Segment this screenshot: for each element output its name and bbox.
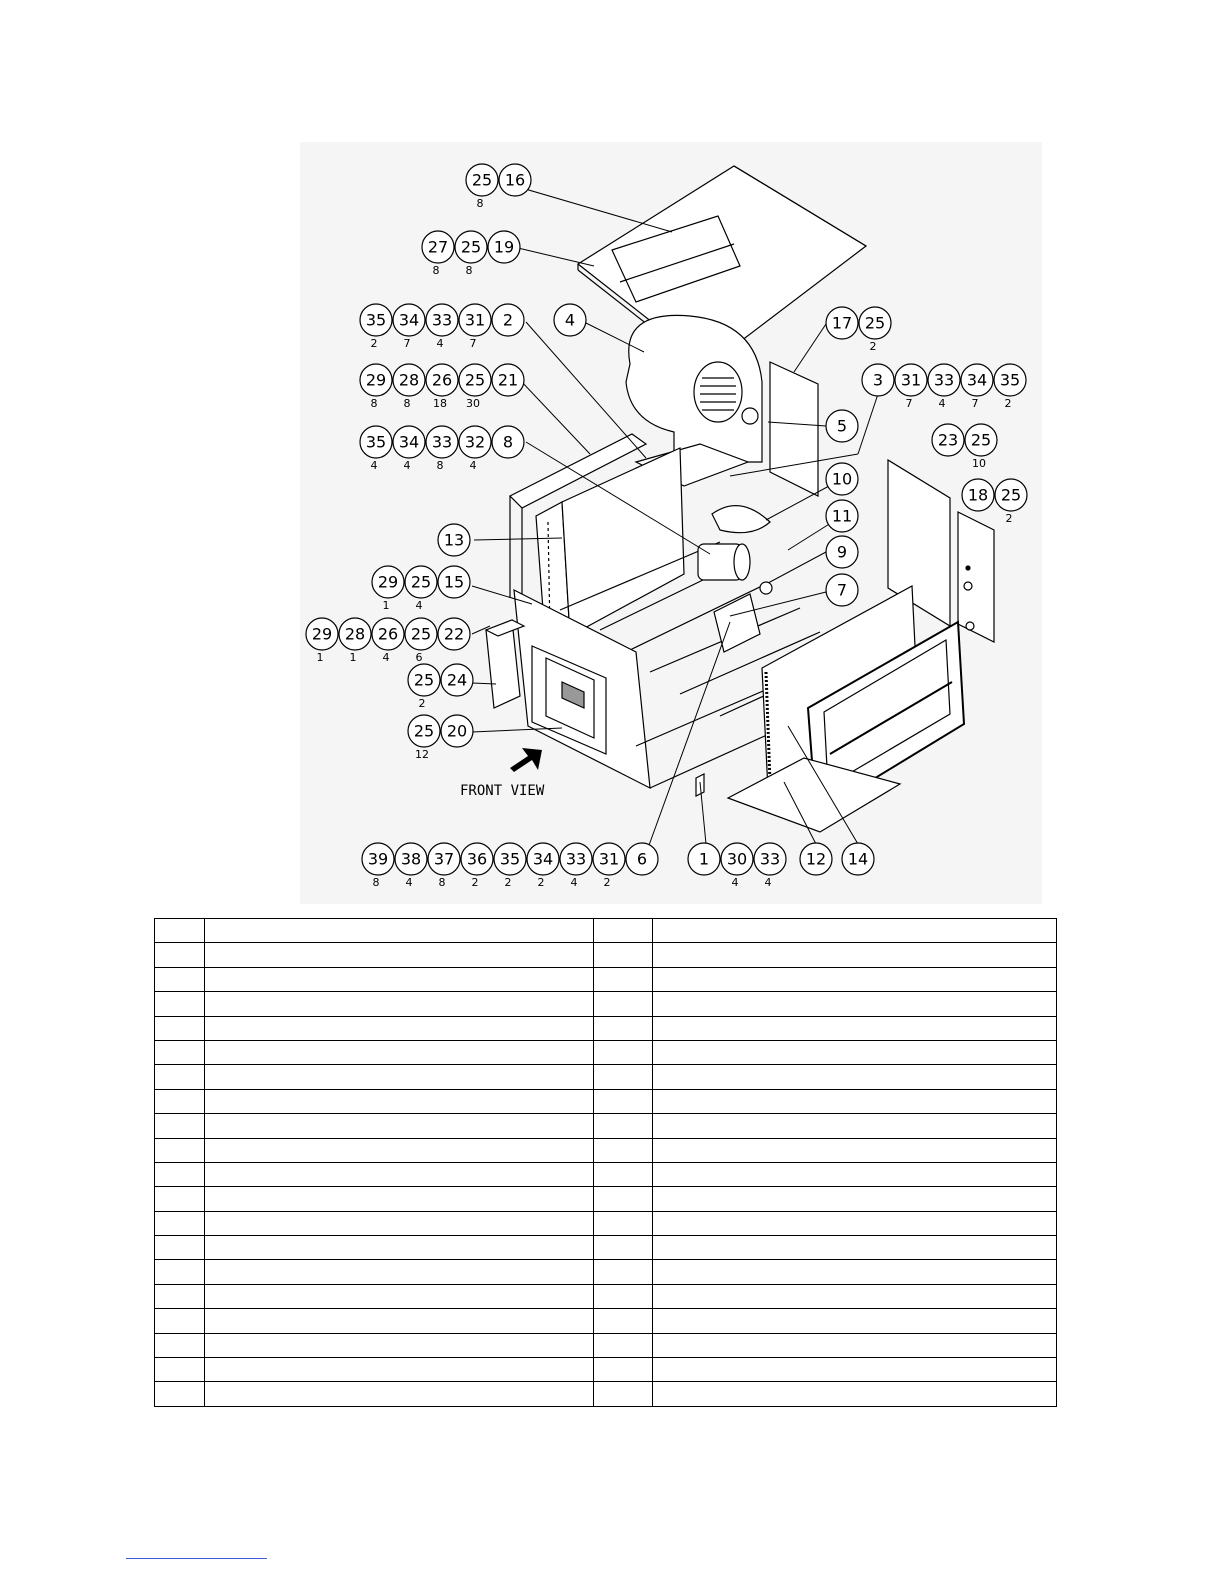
callout-quantity: 2 bbox=[603, 876, 611, 889]
item-number-cell-2 bbox=[594, 1284, 653, 1308]
callout-quantity: 4 bbox=[469, 459, 477, 472]
item-number-cell bbox=[155, 1162, 205, 1186]
item-number-cell bbox=[155, 1333, 205, 1357]
callout-quantity: 7 bbox=[971, 397, 979, 410]
item-number-cell-2 bbox=[594, 1309, 653, 1333]
callout-part-number: 9 bbox=[836, 542, 848, 562]
item-number-cell-2 bbox=[594, 1065, 653, 1089]
description-cell bbox=[205, 1040, 594, 1064]
callout-part-number: 34 bbox=[966, 370, 988, 390]
description-cell-2 bbox=[653, 1138, 1057, 1162]
table-row bbox=[155, 943, 1057, 967]
item-number-cell bbox=[155, 992, 205, 1016]
item-number-cell bbox=[155, 1040, 205, 1064]
callout-quantity: 4 bbox=[382, 651, 390, 664]
description-cell bbox=[205, 1016, 594, 1040]
table-row bbox=[155, 1382, 1057, 1406]
callout-part-number: 1 bbox=[698, 849, 710, 869]
description-cell bbox=[205, 1382, 594, 1406]
callout-part-number: 32 bbox=[464, 432, 486, 452]
callout-part-number: 6 bbox=[636, 849, 648, 869]
parts-list-body bbox=[155, 919, 1057, 1407]
description-cell-2 bbox=[653, 1382, 1057, 1406]
callout-part-number: 12 bbox=[805, 849, 827, 869]
callout-part-number: 21 bbox=[497, 370, 519, 390]
description-cell-2 bbox=[653, 1284, 1057, 1308]
table-row bbox=[155, 1211, 1057, 1235]
table-row bbox=[155, 1309, 1057, 1333]
description-cell-2 bbox=[653, 943, 1057, 967]
diagram-canvas bbox=[300, 142, 1042, 904]
callout-part-number: 25 bbox=[410, 572, 432, 592]
item-number-cell-2 bbox=[594, 919, 653, 943]
item-number-cell bbox=[155, 1309, 205, 1333]
item-number-cell-2 bbox=[594, 1040, 653, 1064]
item-number-cell bbox=[155, 1016, 205, 1040]
description-cell-2 bbox=[653, 1260, 1057, 1284]
item-number-cell-2 bbox=[594, 1187, 653, 1211]
description-cell bbox=[205, 1089, 594, 1113]
item-number-cell-2 bbox=[594, 1089, 653, 1113]
item-number-cell-2 bbox=[594, 1333, 653, 1357]
table-row bbox=[155, 1162, 1057, 1186]
callout-part-number: 19 bbox=[493, 237, 515, 257]
table-row bbox=[155, 1138, 1057, 1162]
callout-part-number: 29 bbox=[377, 572, 399, 592]
callout-part-number: 29 bbox=[311, 624, 333, 644]
item-number-cell-2 bbox=[594, 943, 653, 967]
callout-part-number: 38 bbox=[400, 849, 422, 869]
description-cell bbox=[205, 1236, 594, 1260]
description-cell-2 bbox=[653, 1187, 1057, 1211]
callout-quantity: 1 bbox=[316, 651, 324, 664]
callout-part-number: 36 bbox=[466, 849, 488, 869]
item-number-cell bbox=[155, 1114, 205, 1138]
callout-part-number: 33 bbox=[431, 432, 453, 452]
table-row bbox=[155, 1260, 1057, 1284]
description-cell-2 bbox=[653, 1114, 1057, 1138]
callout-part-number: 34 bbox=[532, 849, 554, 869]
callout-part-number: 7 bbox=[836, 580, 848, 600]
callout-part-number: 35 bbox=[365, 432, 387, 452]
table-row bbox=[155, 1236, 1057, 1260]
callout-quantity: 4 bbox=[570, 876, 578, 889]
callout-quantity: 2 bbox=[471, 876, 479, 889]
callout-quantity: 4 bbox=[436, 337, 444, 350]
callout-part-number: 35 bbox=[499, 849, 521, 869]
callout-quantity: 8 bbox=[432, 264, 440, 277]
callout-quantity: 4 bbox=[764, 876, 772, 889]
item-number-cell bbox=[155, 1211, 205, 1235]
item-number-cell bbox=[155, 1187, 205, 1211]
callout-part-number: 26 bbox=[431, 370, 453, 390]
description-cell bbox=[205, 1187, 594, 1211]
item-number-cell bbox=[155, 943, 205, 967]
callout-quantity: 8 bbox=[476, 197, 484, 210]
description-cell bbox=[205, 1260, 594, 1284]
callout-part-number: 25 bbox=[970, 430, 992, 450]
blower-bearing bbox=[742, 408, 758, 424]
callout-part-number: 11 bbox=[831, 506, 853, 526]
item-number-cell bbox=[155, 1089, 205, 1113]
item-number-cell-2 bbox=[594, 1260, 653, 1284]
table-row bbox=[155, 1016, 1057, 1040]
callout-part-number: 4 bbox=[564, 310, 576, 330]
table-row bbox=[155, 1089, 1057, 1113]
callout-quantity: 2 bbox=[370, 337, 378, 350]
item-number-cell bbox=[155, 1284, 205, 1308]
callout-quantity: 4 bbox=[415, 599, 423, 612]
callout-part-number: 22 bbox=[443, 624, 465, 644]
pulley-9 bbox=[760, 582, 772, 594]
table-row bbox=[155, 967, 1057, 991]
callout-quantity: 7 bbox=[905, 397, 913, 410]
callout-part-number: 34 bbox=[398, 432, 420, 452]
description-cell-2 bbox=[653, 1065, 1057, 1089]
callout-quantity: 6 bbox=[415, 651, 423, 664]
item-number-cell bbox=[155, 1236, 205, 1260]
callout-part-number: 31 bbox=[598, 849, 620, 869]
callout-part-number: 25 bbox=[864, 313, 886, 333]
table-row bbox=[155, 1114, 1057, 1138]
callout-quantity: 1 bbox=[382, 599, 390, 612]
item-number-cell-2 bbox=[594, 1382, 653, 1406]
callout-part-number: 13 bbox=[443, 530, 465, 550]
description-cell bbox=[205, 1333, 594, 1357]
callout-group bbox=[826, 574, 858, 606]
callout-part-number: 31 bbox=[464, 310, 486, 330]
callout-part-number: 2 bbox=[502, 310, 514, 330]
table-row bbox=[155, 1065, 1057, 1089]
callout-part-number: 28 bbox=[344, 624, 366, 644]
rear-cover-18 bbox=[958, 512, 994, 642]
callout-part-number: 26 bbox=[377, 624, 399, 644]
callout-quantity: 4 bbox=[938, 397, 946, 410]
callout-quantity: 8 bbox=[438, 876, 446, 889]
callout-group bbox=[826, 536, 858, 568]
callout-part-number: 39 bbox=[367, 849, 389, 869]
callout-part-number: 25 bbox=[464, 370, 486, 390]
callout-quantity: 12 bbox=[415, 748, 429, 761]
callout-group bbox=[826, 410, 858, 442]
table-row bbox=[155, 1358, 1057, 1382]
item-number-cell bbox=[155, 1382, 205, 1406]
description-cell bbox=[205, 1309, 594, 1333]
description-cell-2 bbox=[653, 919, 1057, 943]
callout-quantity: 2 bbox=[418, 697, 426, 710]
callout-part-number: 10 bbox=[831, 469, 853, 489]
item-number-cell-2 bbox=[594, 1138, 653, 1162]
callout-quantity: 1 bbox=[349, 651, 357, 664]
callout-quantity: 8 bbox=[370, 397, 378, 410]
description-cell-2 bbox=[653, 1211, 1057, 1235]
callout-part-number: 24 bbox=[446, 670, 468, 690]
callout-group bbox=[826, 500, 858, 532]
callout-part-number: 14 bbox=[847, 849, 869, 869]
item-number-cell-2 bbox=[594, 1114, 653, 1138]
description-cell-2 bbox=[653, 1333, 1057, 1357]
callout-group bbox=[842, 843, 874, 875]
callout-quantity: 2 bbox=[537, 876, 545, 889]
callout-part-number: 33 bbox=[565, 849, 587, 869]
callout-part-number: 25 bbox=[1000, 485, 1022, 505]
item-number-cell bbox=[155, 1358, 205, 1382]
callout-quantity: 18 bbox=[433, 397, 447, 410]
description-cell-2 bbox=[653, 1162, 1057, 1186]
callout-part-number: 28 bbox=[398, 370, 420, 390]
item-number-cell-2 bbox=[594, 967, 653, 991]
callout-quantity: 8 bbox=[403, 397, 411, 410]
description-cell bbox=[205, 1211, 594, 1235]
item-number-cell-2 bbox=[594, 992, 653, 1016]
item-number-cell-2 bbox=[594, 1016, 653, 1040]
callout-part-number: 25 bbox=[413, 721, 435, 741]
description-cell-2 bbox=[653, 1236, 1057, 1260]
table-row bbox=[155, 919, 1057, 943]
description-cell bbox=[205, 1162, 594, 1186]
callout-quantity: 7 bbox=[403, 337, 411, 350]
callout-quantity: 2 bbox=[1005, 512, 1013, 525]
callout-quantity: 2 bbox=[869, 340, 877, 353]
description-cell-2 bbox=[653, 1089, 1057, 1113]
description-cell bbox=[205, 943, 594, 967]
description-cell-2 bbox=[653, 1040, 1057, 1064]
callout-part-number: 34 bbox=[398, 310, 420, 330]
callout-group bbox=[826, 463, 858, 495]
callout-part-number: 30 bbox=[726, 849, 748, 869]
description-cell bbox=[205, 1358, 594, 1382]
description-cell bbox=[205, 1065, 594, 1089]
callout-part-number: 16 bbox=[504, 170, 526, 190]
callout-quantity: 8 bbox=[436, 459, 444, 472]
callout-part-number: 33 bbox=[759, 849, 781, 869]
description-cell bbox=[205, 1138, 594, 1162]
callout-part-number: 31 bbox=[900, 370, 922, 390]
item-number-cell bbox=[155, 919, 205, 943]
callout-part-number: 5 bbox=[836, 416, 848, 436]
description-cell-2 bbox=[653, 1309, 1057, 1333]
callout-part-number: 17 bbox=[831, 313, 853, 333]
description-cell bbox=[205, 967, 594, 991]
exploded-view-diagram bbox=[300, 142, 1042, 904]
callout-part-number: 33 bbox=[431, 310, 453, 330]
callout-part-number: 8 bbox=[502, 432, 514, 452]
item-number-cell bbox=[155, 1065, 205, 1089]
description-cell-2 bbox=[653, 967, 1057, 991]
callout-group bbox=[438, 524, 470, 556]
item-number-cell-2 bbox=[594, 1211, 653, 1235]
callout-quantity: 4 bbox=[731, 876, 739, 889]
blower-inlet bbox=[694, 362, 742, 422]
callout-quantity: 4 bbox=[370, 459, 378, 472]
callout-part-number: 25 bbox=[471, 170, 493, 190]
callout-part-number: 25 bbox=[460, 237, 482, 257]
callout-quantity: 8 bbox=[465, 264, 473, 277]
callout-quantity: 10 bbox=[972, 457, 986, 470]
item-number-cell bbox=[155, 1138, 205, 1162]
item-number-cell bbox=[155, 967, 205, 991]
item-number-cell-2 bbox=[594, 1162, 653, 1186]
callout-part-number: 33 bbox=[933, 370, 955, 390]
callout-quantity: 30 bbox=[466, 397, 480, 410]
callout-part-number: 35 bbox=[999, 370, 1021, 390]
callout-group bbox=[800, 843, 832, 875]
description-cell bbox=[205, 1284, 594, 1308]
description-cell bbox=[205, 992, 594, 1016]
table-row bbox=[155, 1040, 1057, 1064]
side-panel-17 bbox=[770, 362, 818, 496]
parts-list-table bbox=[154, 918, 1057, 1407]
callout-part-number: 15 bbox=[443, 572, 465, 592]
description-cell-2 bbox=[653, 1016, 1057, 1040]
callout-part-number: 23 bbox=[937, 430, 959, 450]
description-cell bbox=[205, 919, 594, 943]
callout-part-number: 18 bbox=[967, 485, 989, 505]
callout-quantity: 7 bbox=[469, 337, 477, 350]
front-view-label: FRONT VIEW bbox=[460, 783, 545, 799]
table-row bbox=[155, 1187, 1057, 1211]
callout-part-number: 27 bbox=[427, 237, 449, 257]
callout-quantity: 2 bbox=[1004, 397, 1012, 410]
callout-part-number: 25 bbox=[413, 670, 435, 690]
callout-part-number: 37 bbox=[433, 849, 455, 869]
callout-group bbox=[554, 304, 586, 336]
callout-part-number: 25 bbox=[410, 624, 432, 644]
table-row bbox=[155, 1284, 1057, 1308]
table-row bbox=[155, 992, 1057, 1016]
description-cell-2 bbox=[653, 1358, 1057, 1382]
callout-quantity: 8 bbox=[372, 876, 380, 889]
callout-quantity: 4 bbox=[403, 459, 411, 472]
description-cell-2 bbox=[653, 992, 1057, 1016]
footer-link-underline bbox=[126, 1558, 267, 1559]
item-number-cell-2 bbox=[594, 1358, 653, 1382]
callout-part-number: 29 bbox=[365, 370, 387, 390]
callout-part-number: 35 bbox=[365, 310, 387, 330]
callout-part-number: 20 bbox=[446, 721, 468, 741]
table-row bbox=[155, 1333, 1057, 1357]
description-cell bbox=[205, 1114, 594, 1138]
callout-quantity: 2 bbox=[504, 876, 512, 889]
item-number-cell bbox=[155, 1260, 205, 1284]
item-number-cell-2 bbox=[594, 1236, 653, 1260]
callout-quantity: 4 bbox=[405, 876, 413, 889]
callout-part-number: 3 bbox=[872, 370, 884, 390]
